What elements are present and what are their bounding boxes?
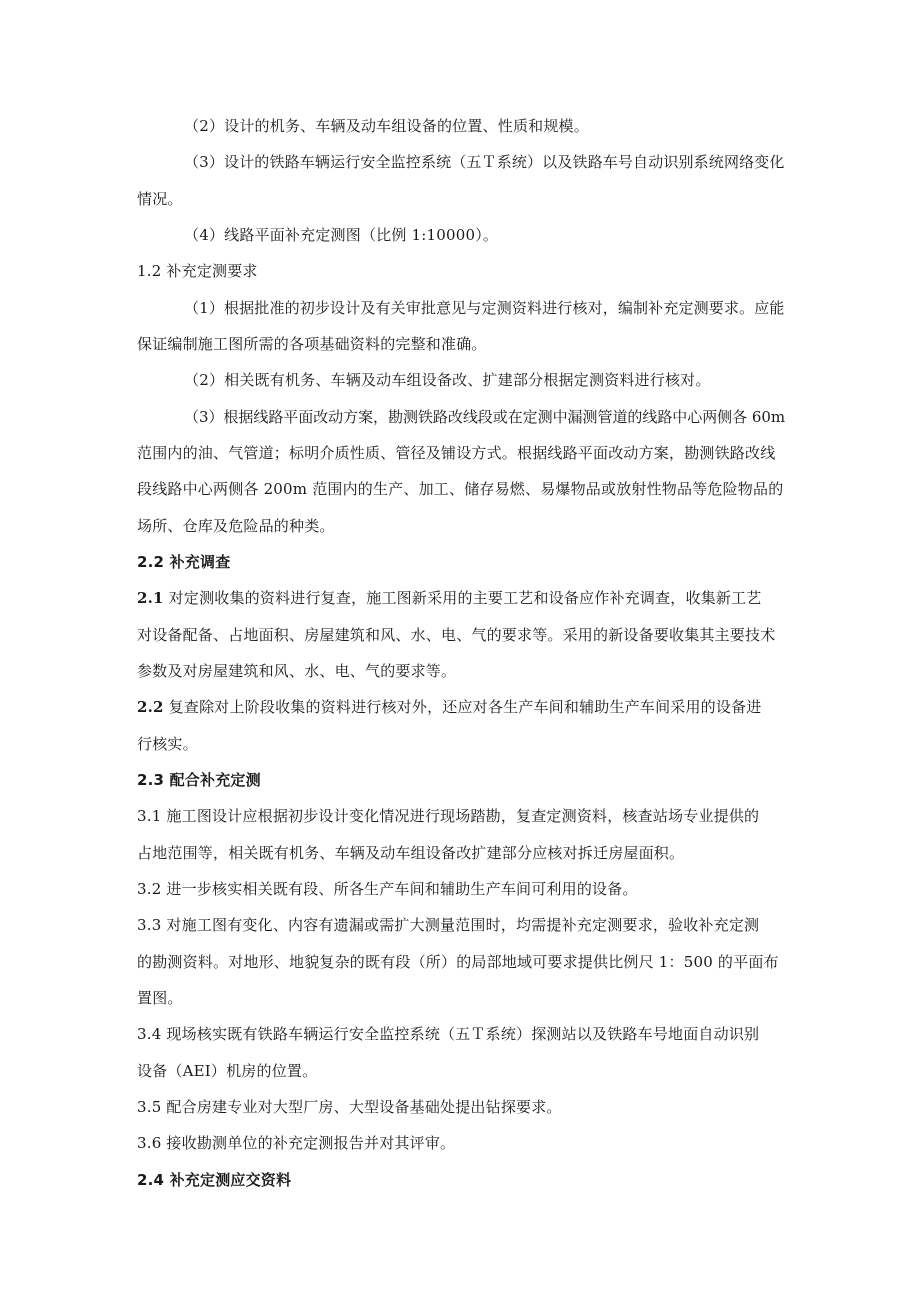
paragraph-req-1-cont: 保证编制施工图所需的各项基础资料的完整和准确。 bbox=[137, 335, 487, 353]
section-heading-2-2: 2.2 补充调查 bbox=[137, 553, 231, 571]
paragraph-3-4-cont: 设备（AEI）机房的位置。 bbox=[137, 1062, 318, 1080]
paragraph-3-6: 3.6 接收勘测单位的补充定测报告并对其评审。 bbox=[137, 1134, 456, 1152]
paragraph-2-1 bbox=[137, 588, 761, 608]
paragraph-req-2: （2）相关既有机务、车辆及动车组设备改、扩建部分根据定测资料进行核对。 bbox=[184, 371, 711, 389]
paragraph-2-1-cont-1: 对设备配备、占地面积、房屋建筑和风、水、电、气的要求等。采用的新设备要收集其主要技术 bbox=[137, 626, 776, 644]
paragraph-3-2: 3.2 进一步核实相关既有段、所各生产车间和辅助生产车间可利用的设备。 bbox=[137, 880, 638, 898]
paragraph-req-1: （1）根据批准的初步设计及有关审批意见与定测资料进行核对，编制补充定测要求。应能 bbox=[184, 299, 785, 317]
paragraph-3-5: 3.5 配合房建专业对大型厂房、大型设备基础处提出钻探要求。 bbox=[137, 1098, 562, 1116]
section-heading-2-4: 2.4 补充定测应交资料 bbox=[137, 1171, 292, 1189]
paragraph-req-3-cont-1: 范围内的油、气管道；标明介质性质、管径及铺设方式。根据线路平面改动方案，勘测铁路改线 bbox=[137, 444, 776, 462]
paragraph-3-1-cont: 占地范围等，相关既有机务、车辆及动车组设备改扩建部分应核对拆迁房屋面积。 bbox=[137, 844, 685, 862]
paragraph-3-3-cont-1: 的勘测资料。对地形、地貌复杂的既有段（所）的局部地域可要求提供比例尺 1：500 的平面布 bbox=[137, 953, 779, 971]
paragraph-2-2-number: 2.2 bbox=[137, 698, 164, 716]
paragraph-req-3-cont-3: 场所、仓库及危险品的种类。 bbox=[137, 517, 335, 535]
section-heading-2-3: 2.3 配合补充定测 bbox=[137, 771, 261, 789]
paragraph-item-2: （2）设计的机务、车辆及动车组设备的位置、性质和规模。 bbox=[184, 117, 589, 135]
paragraph-2-2-cont: 行核实。 bbox=[137, 735, 198, 753]
paragraph-2-1-number: 2.1 bbox=[137, 589, 164, 607]
paragraph-req-3-cont-2: 段线路中心两侧各 200m 范围内的生产、加工、储存易燃、易爆物品或放射性物品等危险物品的 bbox=[137, 480, 784, 498]
paragraph-3-3-cont-2: 置图。 bbox=[137, 989, 183, 1007]
paragraph-2-1-cont-2: 参数及对房屋建筑和风、水、电、气的要求等。 bbox=[137, 662, 457, 680]
paragraph-2-2-text: 复查除对上阶段收集的资料进行核对外，还应对各生产车间和辅助生产车间采用的设备进 bbox=[163, 698, 762, 716]
paragraph-3-3: 3.3 对施工图有变化、内容有遗漏或需扩大测量范围时，均需提补充定测要求，验收补充定测 bbox=[137, 916, 760, 934]
paragraph-3-1: 3.1 施工图设计应根据初步设计变化情况进行现场踏勘，复查定测资料，核查站场专业提供的 bbox=[137, 807, 760, 825]
paragraph-item-3: （3）设计的铁路车辆运行安全监控系统（五Ｔ系统）以及铁路车号自动识别系统网络变化 bbox=[184, 153, 785, 171]
paragraph-req-3: （3）根据线路平面改动方案，勘测铁路改线段或在定测中漏测管道的线路中心两侧各 60m bbox=[184, 408, 786, 426]
paragraph-item-4: （4）线路平面补充定测图（比例 1:10000）。 bbox=[184, 226, 499, 244]
paragraph-3-4: 3.4 现场核实既有铁路车辆运行安全监控系统（五Ｔ系统）探测站以及铁路车号地面自动识别 bbox=[137, 1025, 760, 1043]
paragraph-2-2 bbox=[137, 697, 761, 717]
section-heading-1-2: 1.2 补充定测要求 bbox=[137, 262, 258, 280]
paragraph-2-1-text: 对定测收集的资料进行复查，施工图新采用的主要工艺和设备应作补充调查，收集新工艺 bbox=[163, 589, 762, 607]
paragraph-item-3-cont: 情况。 bbox=[137, 190, 183, 208]
